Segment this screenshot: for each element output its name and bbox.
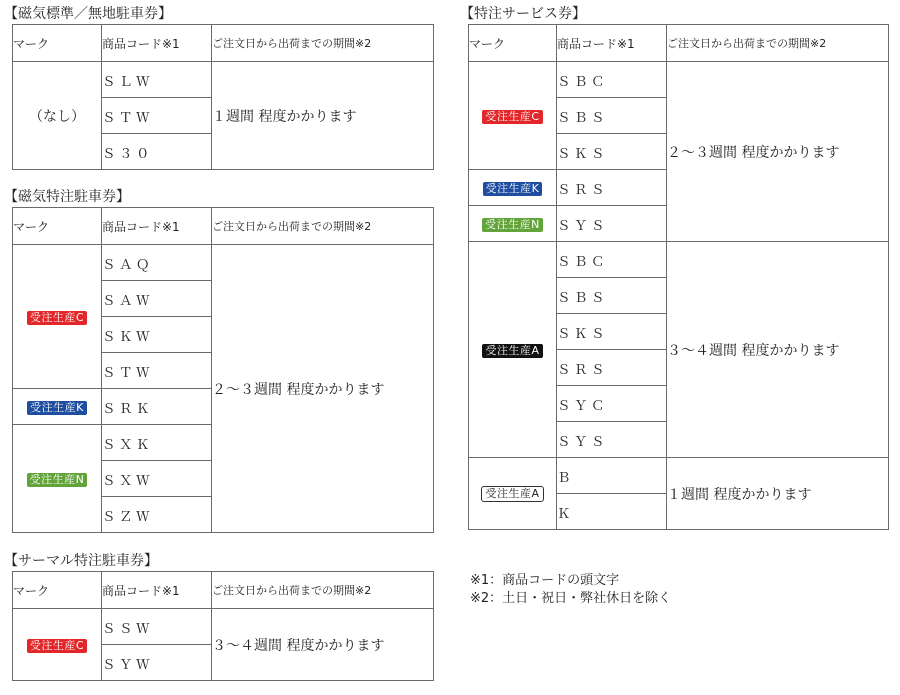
header-period: ご注文日から出荷までの期間※2 bbox=[212, 25, 434, 62]
mark-cell bbox=[13, 245, 102, 389]
footnote-2: ※2：土日・祝日・弊社休日を除く bbox=[470, 591, 672, 606]
mark-cell bbox=[13, 425, 102, 533]
code-cell: ＳＴＷ bbox=[102, 353, 212, 389]
mark-cell bbox=[469, 62, 557, 170]
code-cell: ＳＲＫ bbox=[102, 389, 212, 425]
period-cell: ３～４週間 程度かかります bbox=[212, 609, 434, 681]
badge-order-a-outline: 受注生産A bbox=[481, 486, 543, 502]
code-cell: ＳＡＱ bbox=[102, 245, 212, 281]
mark-cell bbox=[469, 170, 557, 206]
table2 bbox=[12, 207, 434, 533]
code-cell: Ｋ bbox=[557, 494, 667, 530]
header-code: 商品コード※1 bbox=[557, 25, 667, 62]
badge-order-c: 受注生産C bbox=[27, 639, 87, 653]
code-cell: ＳＲＳ bbox=[557, 170, 667, 206]
code-cell: ＳＢＳ bbox=[557, 278, 667, 314]
badge-order-a: 受注生産A bbox=[482, 344, 542, 358]
table1 bbox=[12, 24, 434, 170]
header-mark: マーク bbox=[469, 25, 557, 62]
code-cell: ＳＢＣ bbox=[557, 62, 667, 98]
badge-order-n: 受注生産N bbox=[482, 218, 543, 232]
period-cell: １週間 程度かかります bbox=[212, 62, 434, 170]
code-cell: ＳＫＳ bbox=[557, 314, 667, 350]
code-cell: ＳＬＷ bbox=[102, 62, 212, 98]
code-cell: ＳＸＫ bbox=[102, 425, 212, 461]
header-mark: マーク bbox=[13, 208, 102, 245]
mark-cell bbox=[13, 389, 102, 425]
header-mark: マーク bbox=[13, 25, 102, 62]
header-period: ご注文日から出荷までの期間※2 bbox=[212, 572, 434, 609]
table4 bbox=[468, 24, 889, 530]
code-cell: ＳＫＷ bbox=[102, 317, 212, 353]
code-cell: ＳＺＷ bbox=[102, 497, 212, 533]
mark-none: （なし） bbox=[13, 62, 102, 170]
period-cell: １週間 程度かかります bbox=[667, 458, 889, 530]
code-cell: ＳＹＳ bbox=[557, 422, 667, 458]
period-cell: ２～３週間 程度かかります bbox=[667, 62, 889, 242]
table2-title: 【磁気特注駐車券】 bbox=[4, 189, 130, 205]
code-cell: ＳＢＳ bbox=[557, 98, 667, 134]
code-cell: ＳＹＷ bbox=[102, 645, 212, 681]
header-mark: マーク bbox=[13, 572, 102, 609]
header-code: 商品コード※1 bbox=[102, 25, 212, 62]
code-cell: ＳＫＳ bbox=[557, 134, 667, 170]
code-cell: Ｓ３０ bbox=[102, 134, 212, 170]
table3-title: 【サーマル特注駐車券】 bbox=[4, 553, 158, 569]
header-period: ご注文日から出荷までの期間※2 bbox=[212, 208, 434, 245]
footnote-1: ※1：商品コードの頭文字 bbox=[470, 573, 620, 588]
mark-cell bbox=[13, 609, 102, 681]
code-cell: ＳＹＳ bbox=[557, 206, 667, 242]
code-cell: ＳＡＷ bbox=[102, 281, 212, 317]
table1-title: 【磁気標準／無地駐車券】 bbox=[4, 6, 172, 22]
code-cell: ＳＴＷ bbox=[102, 98, 212, 134]
badge-order-c: 受注生産C bbox=[27, 311, 87, 325]
table3 bbox=[12, 571, 434, 681]
code-cell: Ｂ bbox=[557, 458, 667, 494]
header-period: ご注文日から出荷までの期間※2 bbox=[667, 25, 889, 62]
header-code: 商品コード※1 bbox=[102, 572, 212, 609]
badge-order-k: 受注生産K bbox=[483, 182, 543, 196]
code-cell: ＳＳＷ bbox=[102, 609, 212, 645]
header-code: 商品コード※1 bbox=[102, 208, 212, 245]
code-cell: ＳＹＣ bbox=[557, 386, 667, 422]
mark-cell bbox=[469, 242, 557, 458]
mark-cell bbox=[469, 206, 557, 242]
code-cell: ＳＢＣ bbox=[557, 242, 667, 278]
badge-order-k: 受注生産K bbox=[27, 401, 87, 415]
badge-order-n: 受注生産N bbox=[27, 473, 88, 487]
code-cell: ＳＲＳ bbox=[557, 350, 667, 386]
code-cell: ＳＸＷ bbox=[102, 461, 212, 497]
footnotes bbox=[470, 572, 671, 608]
mark-cell bbox=[469, 458, 557, 530]
badge-order-c: 受注生産C bbox=[482, 110, 542, 124]
period-cell: ３～４週間 程度かかります bbox=[667, 242, 889, 458]
table4-title: 【特注サービス券】 bbox=[460, 6, 586, 22]
period-cell: ２～３週間 程度かかります bbox=[212, 245, 434, 533]
